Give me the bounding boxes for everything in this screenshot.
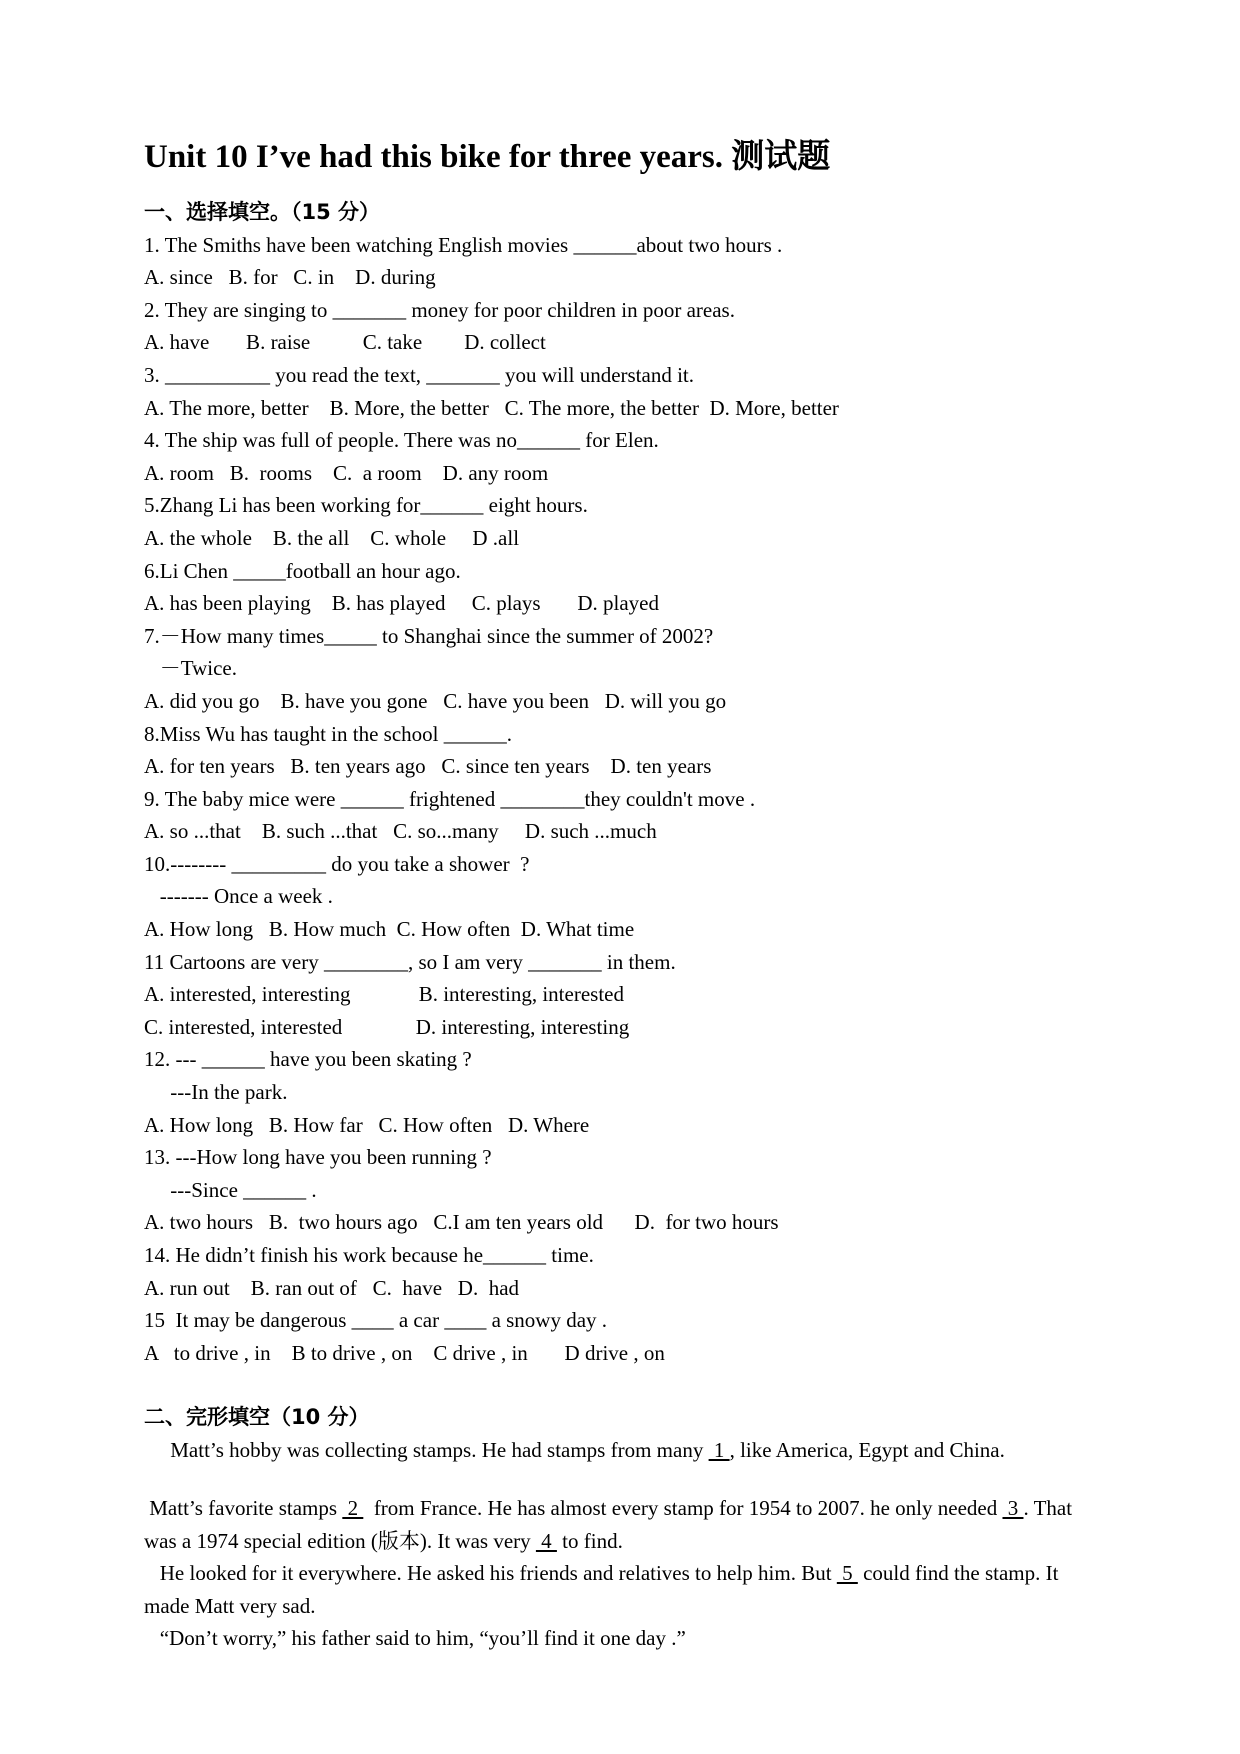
cloze-blank-2: 2 xyxy=(342,1495,364,1520)
cloze-text: Matt’s favorite stamps xyxy=(144,1495,343,1520)
question-line: 3. __________ you read the text, _______ you will understand it. xyxy=(144,362,695,387)
cloze-text: Matt’s hobby was collecting stamps. He had stamps from many xyxy=(144,1438,709,1463)
question-line: A. How long B. How far C. How often D. Where xyxy=(144,1112,590,1137)
question-line: 5.Zhang Li has been working for______ eight hours. xyxy=(144,493,588,518)
cloze-blank-4: 4 xyxy=(535,1528,557,1553)
question-line: A. room B. rooms C. a room D. any room xyxy=(144,460,549,485)
question-line: 15 It may be dangerous ____ a car ____ a snowy day . xyxy=(144,1308,608,1333)
question-line: A. How long B. How much C. How often D. What time xyxy=(144,917,635,942)
question-line: A. so ...that B. such ...that C. so...many D. such ...much xyxy=(144,819,657,844)
cloze-text: , like America, Egypt and China. xyxy=(729,1438,1005,1463)
cloze-text: . That was a 1974 special edition (版本). It was very xyxy=(144,1495,1078,1553)
question-line: 7.－How many times_____ to Shanghai since the summer of 2002? xyxy=(144,623,714,648)
section-gap xyxy=(144,1369,1104,1401)
cloze-text: from France. He has almost every stamp for 1954 to 2007. he only needed xyxy=(363,1495,1003,1520)
question-line: 4. The ship was full of people. There was no______ for Elen. xyxy=(144,428,659,453)
cloze-blank-1: 1 xyxy=(708,1438,730,1463)
cloze-text: to find. xyxy=(556,1528,623,1553)
question-line: 14. He didn’t finish his work because he______ time. xyxy=(144,1243,594,1267)
question-line: ---Since ______ . xyxy=(144,1177,317,1202)
question-line: 13. ---How long have you been running ? xyxy=(144,1145,492,1170)
question-line: ---In the park. xyxy=(144,1080,288,1105)
question-line: A to drive , in B to drive , on C drive , in D drive , on xyxy=(144,1340,665,1365)
cloze-text: could find the stamp. It made Matt very sad. xyxy=(144,1561,1064,1618)
question-line: 8.Miss Wu has taught in the school ______. xyxy=(144,721,513,746)
section-1-heading: 一、选择填空。（15 分） xyxy=(144,199,381,224)
question-line: 2. They are singing to _______ money for poor children in poor areas. xyxy=(144,297,735,322)
page-title: Unit 10 I’ve had this bike for three years. 测试题 xyxy=(144,139,831,175)
cloze-paragraph-2 xyxy=(144,1492,1104,1557)
paragraph-gap xyxy=(144,1467,1104,1492)
question-line: A. interested, interesting B. interesting, interested xyxy=(144,982,624,1007)
question-line: 11 Cartoons are very ________, so I am very _______ in them. xyxy=(144,949,676,974)
question-line: 12. --- ______ have you been skating ? xyxy=(144,1047,472,1072)
question-line: －Twice. xyxy=(144,656,238,681)
section-1-questions xyxy=(144,229,1104,1370)
question-line: 10.-------- _________ do you take a shower ? xyxy=(144,851,530,876)
section-2-heading: 二、完形填空（10 分） xyxy=(144,1405,370,1430)
question-line: A. did you go B. have you gone C. have you been D. will you go xyxy=(144,688,727,713)
cloze-paragraph-3 xyxy=(144,1557,1104,1622)
question-line: A. two hours B. two hours ago C.I am ten years old D. for two hours xyxy=(144,1210,779,1235)
question-line: A. have B. raise C. take D. collect xyxy=(144,330,546,355)
worksheet-page xyxy=(144,138,1104,1655)
cloze-paragraph-1 xyxy=(144,1434,1104,1467)
cloze-blank-5: 5 xyxy=(836,1561,858,1586)
question-line: A. for ten years B. ten years ago C. since ten years D. ten years xyxy=(144,754,712,779)
question-line: A. has been playing B. has played C. plays D. played xyxy=(144,591,659,616)
cloze-paragraph-4: “Don’t worry,” his father said to him, “you’ll find it one day .” xyxy=(144,1626,686,1651)
question-line: A. the whole B. the all C. whole D .all xyxy=(144,525,520,550)
cloze-blank-3: 3 xyxy=(1002,1495,1024,1520)
question-line: C. interested, interested D. interesting, interesting xyxy=(144,1014,630,1039)
question-line: 1. The Smiths have been watching English movies ______about two hours . xyxy=(144,232,783,257)
cloze-text: He looked for it everywhere. He asked his friends and relatives to help him. But xyxy=(144,1561,837,1586)
question-line: 9. The baby mice were ______ frightened ________they couldn't move . xyxy=(144,786,756,811)
question-line: A. since B. for C. in D. during xyxy=(144,265,436,290)
question-line: A. run out B. ran out of C. have D. had xyxy=(144,1275,520,1300)
question-line: A. The more, better B. More, the better C. The more, the better D. More, better xyxy=(144,395,839,420)
question-line: ------- Once a week . xyxy=(144,884,333,909)
question-line: 6.Li Chen _____football an hour ago. xyxy=(144,558,461,583)
